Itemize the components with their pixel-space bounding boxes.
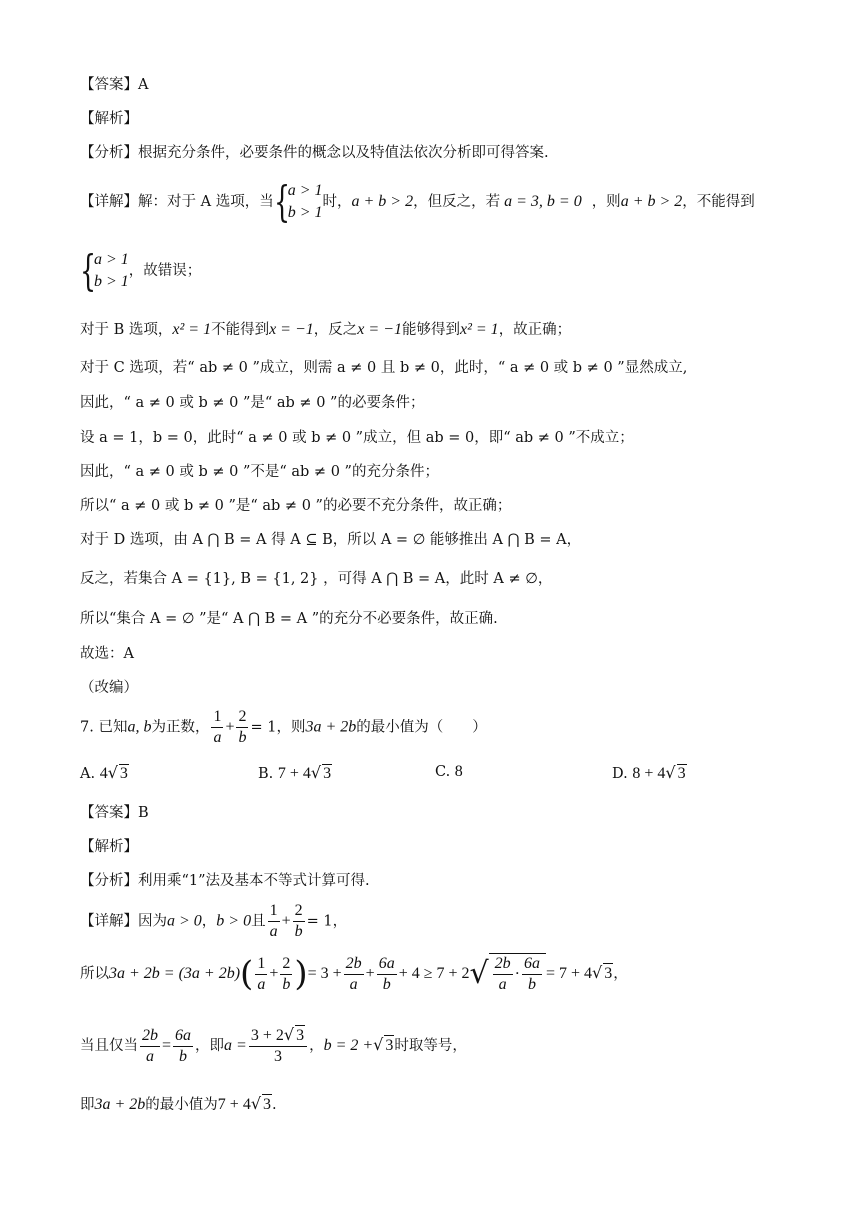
text: = 1， bbox=[306, 913, 348, 930]
option-c bbox=[435, 763, 463, 781]
text: 时取等号， bbox=[394, 1038, 467, 1054]
analysis-heading-2: 【解析】 bbox=[80, 839, 138, 855]
text: 即 bbox=[80, 1097, 95, 1113]
math-expr: a > 0 bbox=[167, 912, 202, 930]
text: 的最小值为 bbox=[145, 1097, 218, 1113]
denominator: a bbox=[257, 975, 266, 993]
answer-line-1: 【答案】A bbox=[80, 77, 149, 93]
text: 当且仅当 bbox=[80, 1038, 138, 1054]
analysis-text-2: 【分析】利用乘“1”法及基本不等式计算可得. bbox=[80, 873, 370, 889]
text: 能够得到 bbox=[401, 322, 460, 338]
sqrt-radicand: 3 bbox=[677, 765, 686, 782]
fraction-2-over-b bbox=[280, 954, 292, 995]
math-expr: a + b > 2 bbox=[620, 193, 683, 210]
text: 且 bbox=[251, 913, 266, 930]
numerator: 2 bbox=[236, 707, 248, 728]
option-label: A. bbox=[80, 766, 96, 782]
fraction-1-over-a bbox=[255, 954, 267, 995]
math-expr: x = −1 bbox=[357, 321, 402, 338]
detail-line-2 bbox=[80, 246, 202, 295]
option-d-line-2: 反之，若集合 A = {1}, B = {1, 2} ，可得 A ⋂ B = A，此时 A ≠ ∅， bbox=[80, 571, 553, 587]
detail-line-3: 【详解】因为a > 0，b > 0且 $\frac{1}{a}$ + $\frac{2}{b}$ = 1， bbox=[80, 902, 348, 940]
final-choice: 故选：A bbox=[80, 646, 134, 662]
denominator: a bbox=[146, 1047, 154, 1065]
fraction-1-over-a bbox=[268, 901, 280, 942]
sqrt-radicand: 3 bbox=[119, 765, 128, 782]
option-c-line-1: 对于 C 选项，若“ ab ≠ 0 ”成立，则需 a ≠ 0 且 b ≠ 0，此时，“ a ≠ 0 或 b ≠ 0 ”显然成立, bbox=[80, 360, 688, 376]
fraction-6a-over-b bbox=[522, 954, 542, 995]
math-expr: a = bbox=[224, 1037, 247, 1054]
math-expr: a = 3, b = 0 bbox=[504, 193, 582, 210]
system-row-2: b > 1 bbox=[94, 273, 129, 290]
math-expr: a + b > 2 bbox=[351, 193, 414, 210]
detail-line-4: 所以3a + 2b = (3a + 2b)( $\frac{1}{a}$ + $\frac{2}{b}$ )= 3 + $\frac{2b}{a}$ + $\frac{6a}{b}$ + 4 ≥ 7 + 2√ $\frac{2b}{a}$ · $\frac{6a}{b}$ = 7 + 4√ 3， bbox=[80, 954, 628, 994]
option-label: D. bbox=[612, 766, 628, 782]
adapted-note: （改编） bbox=[80, 680, 138, 696]
option-c-line-2: 因此，“ a ≠ 0 或 b ≠ 0 ”是“ ab ≠ 0 ”的必要条件； bbox=[80, 395, 425, 411]
question-7: 7. 已知a, b为正数， $\frac{1}{a}$ + $\frac{2}{b}$ = 1，则3a + 2b的最小值为（ ） bbox=[80, 708, 487, 746]
detail-line-5: 当且仅当 $\frac{2b}{a}$ = $\frac{6a}{b}$ ，即a = $\frac{3 + 2√ 3}{3}$ ，b = 2 +√ 3时取等号， bbox=[80, 1025, 467, 1065]
text: = 1，则 bbox=[250, 719, 306, 736]
option-value: 4 bbox=[99, 765, 108, 782]
text: 为正数， bbox=[151, 719, 210, 736]
option-c-line-5: 所以“ a ≠ 0 或 b ≠ 0 ”是“ ab ≠ 0 ”的必要不充分条件，故正确； bbox=[80, 498, 512, 514]
sqrt-radicand: 3 bbox=[385, 1037, 394, 1054]
math-expr: b > 0 bbox=[216, 912, 252, 930]
sqrt-radicand: 3 bbox=[263, 1096, 272, 1113]
fraction-a-value: $\frac{3 + 2√ 3}{3}$ bbox=[249, 1025, 307, 1067]
system-row-1: a > 1 bbox=[287, 182, 323, 199]
numerator: 6a bbox=[522, 954, 542, 975]
option-value: 8 bbox=[454, 763, 463, 780]
math-expr: x² = 1 bbox=[459, 321, 499, 338]
numerator: 2b bbox=[140, 1026, 160, 1047]
denominator: a bbox=[269, 923, 278, 940]
detail-text: ，但反之，若 bbox=[413, 194, 501, 210]
text: ，即 bbox=[195, 1038, 225, 1054]
detail-line-6: 即3a + 2b的最小值为7 + 4√ 3. bbox=[80, 1094, 277, 1113]
text: ， bbox=[613, 966, 628, 982]
system-row-2: b > 1 bbox=[287, 204, 323, 221]
text: ，故正确； bbox=[498, 322, 572, 338]
fraction-2-over-b bbox=[293, 901, 305, 942]
denominator: b bbox=[527, 976, 536, 993]
fraction-2b-over-a bbox=[344, 954, 364, 995]
sqrt-radicand: 3 bbox=[323, 765, 332, 782]
option-value: 8 + 4 bbox=[632, 765, 666, 782]
text: ，反之 bbox=[313, 322, 358, 338]
denominator: a bbox=[213, 729, 222, 746]
math-expr: 3a + 2b bbox=[305, 718, 357, 736]
sqrt-radicand: 3 bbox=[296, 1027, 305, 1044]
sqrt-radicand: 3 bbox=[604, 965, 613, 982]
denominator: a bbox=[498, 976, 507, 993]
text: ， bbox=[201, 913, 217, 930]
option-b-analysis bbox=[80, 320, 571, 340]
denominator: b bbox=[179, 1047, 188, 1065]
fraction-1-over-a bbox=[211, 707, 223, 748]
text: . bbox=[272, 1097, 277, 1113]
denominator: b bbox=[282, 975, 291, 993]
inequality-system: { a > 1 b > 1 bbox=[80, 246, 129, 295]
system-row-1: a > 1 bbox=[94, 251, 129, 268]
denominator: b bbox=[238, 729, 247, 746]
numerator: 1 bbox=[268, 901, 280, 922]
numerator: 1 bbox=[211, 707, 223, 728]
math-expr: 3a + 2b = (3a + 2b) bbox=[109, 965, 241, 982]
fraction-2-over-b bbox=[236, 707, 248, 748]
option-a: A. 4√ 3 bbox=[80, 763, 128, 782]
detail-text: ，不能得到 bbox=[682, 194, 755, 210]
text: 【详解】因为 bbox=[80, 913, 167, 930]
numerator: 2 bbox=[293, 901, 305, 922]
option-label: C. bbox=[435, 764, 451, 780]
analysis-heading-1: 【解析】 bbox=[80, 111, 138, 127]
math-expr: a, b bbox=[127, 718, 152, 736]
detail-text: ，故错误； bbox=[128, 263, 202, 279]
fraction-6a-over-b bbox=[173, 1026, 193, 1067]
math-expr: b = 2 + bbox=[323, 1037, 374, 1054]
fraction-6a-over-b bbox=[377, 954, 397, 995]
detail-line-1 bbox=[80, 177, 755, 226]
option-label: B. bbox=[258, 766, 274, 782]
math-expr: + 4 ≥ 7 + 2 bbox=[398, 965, 470, 982]
numerator: 6a bbox=[173, 1026, 193, 1047]
math-expr: x = −1 bbox=[269, 321, 314, 338]
option-c-line-4: 因此，“ a ≠ 0 或 b ≠ 0 ”不是“ ab ≠ 0 ”的充分条件； bbox=[80, 464, 439, 480]
numerator: 3 + 2 bbox=[250, 1027, 284, 1044]
numerator: 1 bbox=[255, 954, 267, 975]
numerator: 2b bbox=[344, 954, 364, 975]
detail-text: 时， bbox=[322, 194, 352, 210]
option-value: 7 + 4 bbox=[277, 765, 311, 782]
text: 的最小值为（ ） bbox=[356, 719, 487, 736]
option-d: D. 8 + 4√ 3 bbox=[612, 763, 686, 782]
text: 对于 B 选项， bbox=[80, 322, 173, 338]
answer-line-2: 【答案】B bbox=[80, 805, 149, 821]
denominator: b bbox=[294, 923, 303, 940]
option-b: B. 7 + 4√ 3 bbox=[258, 763, 332, 782]
math-expr: 3a + 2b bbox=[94, 1096, 146, 1113]
fraction-2b-over-a bbox=[140, 1026, 160, 1067]
numerator: 2b bbox=[493, 954, 513, 975]
option-d-line-3: 所以“集合 A = ∅ ”是“ A ⋂ B = A ”的充分不必要条件，故正确. bbox=[80, 611, 498, 627]
text: ， bbox=[309, 1038, 324, 1054]
inequality-system: { a > 1 b > 1 bbox=[273, 177, 323, 226]
sqrt-product: $\frac{2b}{a}$ · $\frac{6a}{b}$ bbox=[489, 953, 546, 995]
math-expr: = 7 + 4 bbox=[545, 965, 593, 982]
detail-text: ，则 bbox=[591, 194, 621, 210]
text: 所以 bbox=[80, 966, 109, 982]
denominator: a bbox=[349, 975, 358, 993]
option-d-line-1: 对于 D 选项，由 A ⋂ B = A 得 A ⊆ B，所以 A = ∅ 能够推出 A ⋂ B = A， bbox=[80, 532, 582, 548]
analysis-text-1: 【分析】根据充分条件，必要条件的概念以及特值法依次分析即可得答案. bbox=[80, 145, 549, 161]
numerator: 2 bbox=[280, 954, 292, 975]
denominator: 3 bbox=[273, 1048, 282, 1065]
math-expr: 7 + 4 bbox=[217, 1096, 251, 1113]
option-c-line-3: 设 a = 1，b = 0，此时“ a ≠ 0 或 b ≠ 0 ”成立，但 ab = 0，即“ ab ≠ 0 ”不成立； bbox=[80, 430, 634, 446]
math-expr: x² = 1 bbox=[172, 321, 212, 338]
text: 不能得到 bbox=[211, 322, 270, 338]
detail-text: 【详解】解：对于 A 选项，当 bbox=[80, 194, 274, 210]
fraction-2b-over-a bbox=[493, 954, 513, 995]
math-expr: = 3 + bbox=[307, 965, 342, 982]
numerator: 6a bbox=[377, 954, 397, 975]
text: 7. 已知 bbox=[80, 719, 128, 736]
denominator: b bbox=[382, 975, 391, 993]
